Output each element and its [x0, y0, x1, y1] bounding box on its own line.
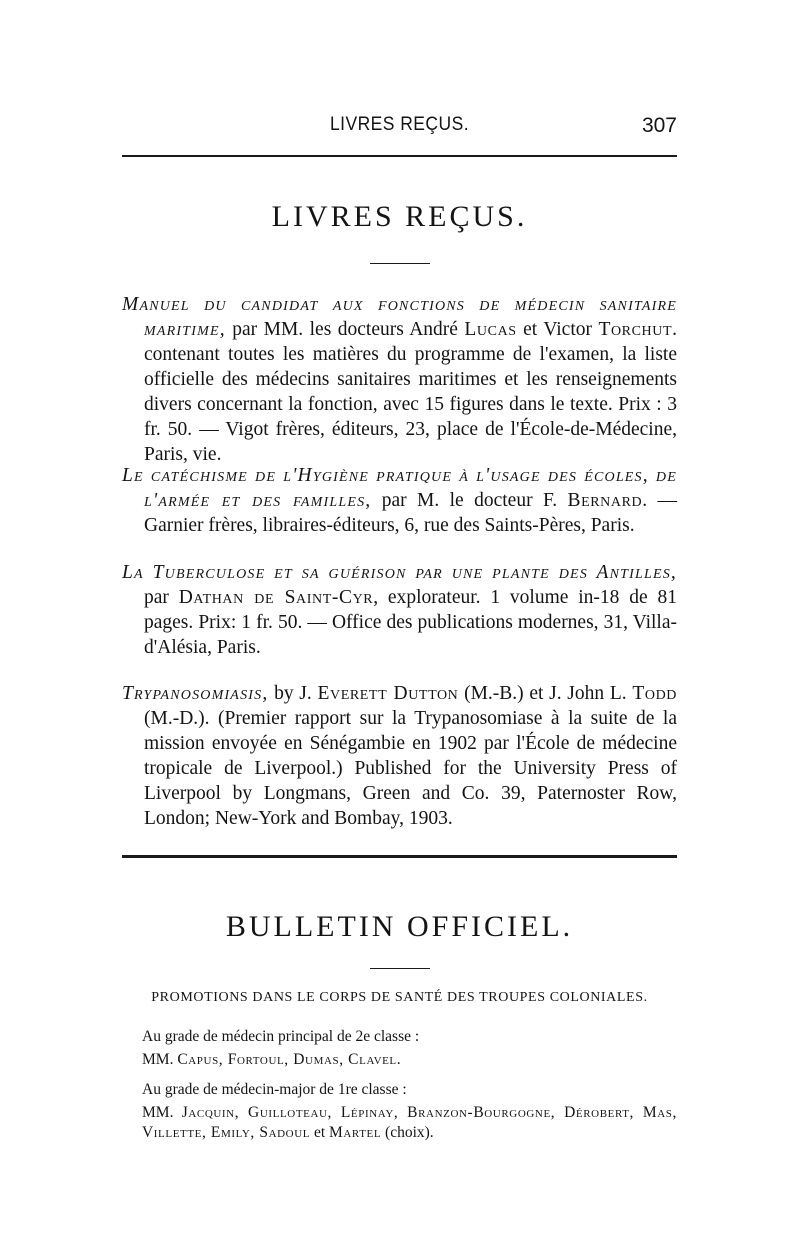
entry-text: par: [144, 587, 179, 608]
names-suffix: (choix).: [381, 1124, 434, 1141]
entry-author: Dathan de Saint-Cyr: [178, 587, 374, 608]
running-head: [122, 114, 677, 144]
entry-text: par MM. les docteurs André: [225, 319, 465, 340]
names-last: Martel: [329, 1124, 382, 1141]
entry-text: . — Garnier frères, libraires-éditeurs, 6, rue des Saints-Pères, Paris.: [144, 490, 678, 536]
promotion-names-1: [142, 1050, 677, 1070]
names-prefix: MM.: [142, 1104, 182, 1121]
entry-author: Lucas: [464, 319, 517, 340]
bulletin-title: BULLETIN OFFICIEL.: [225, 910, 574, 943]
names-prefix: MM.: [142, 1051, 178, 1068]
entry-text: et Victor: [516, 319, 599, 340]
section-divider-rule: [122, 855, 677, 858]
entry-author: Everett Dutton: [317, 683, 459, 704]
entry-text: by J.: [268, 683, 318, 704]
bulletin-subhead: PROMOTIONS DANS LE CORPS DE SANTÉ DES TROUPES COLONIALES.: [151, 990, 648, 1005]
names-list: Capus, Fortoul, Dumas, Clavel.: [177, 1051, 402, 1068]
book-entry-2: [122, 463, 677, 538]
page-number: 307: [641, 114, 677, 137]
entry-text: , explorateur. 1 volume in-18 de 81 pages. Prix: 1 fr. 50. — Office des publications modernes, 31, Villa-d'Alésia, Paris.: [144, 587, 677, 658]
entry-title: La Tuberculose et sa guérison par une plante des Antilles,: [122, 562, 677, 583]
entry-author: Bernard: [567, 490, 643, 511]
entry-title: Manuel du candidat aux fonctions de médecin sanitaire maritime,: [122, 294, 677, 340]
book-entry-1: [122, 292, 677, 467]
entry-text: . contenant toutes les matières du programme de l'examen, la liste officielle des médecins sanitaires maritimes et les renseignements divers concernant la fonction, avec 15 figures dans le texte. Prix : 3 fr. 50. — Vigot frères, éditeurs, 23, place de l'École-de-Médecine, Paris, vie.: [144, 319, 677, 465]
title-short-rule: [370, 263, 430, 264]
entry-title: Trypanosomiasis,: [122, 683, 269, 704]
promotion-grade-2: Au grade de médecin-major de 1re classe :: [142, 1081, 407, 1098]
names-joiner: et: [310, 1124, 329, 1141]
entry-text: par M. le docteur F.: [371, 490, 568, 511]
entry-text: (M.-D.). (Premier rapport sur la Trypanosomiase à la suite de la mission envoyée en Sénégambie en 1902 par l'École de médecine tropicale de Liverpool.) Published for the University Press of Liverpool by Longmans, Green and Co. 39, Paternoster Row, London; New-York and Bombay, 1903.: [144, 708, 677, 829]
header-rule: [122, 155, 677, 157]
book-entry-4: [122, 681, 677, 831]
promotion-names-2: [142, 1103, 677, 1143]
entry-text: (M.-B.) et J. John L.: [458, 683, 633, 704]
names-list: Jacquin, Guilloteau, Lépinay, Branzon-Bourgogne, Dérobert, Mas, Villette, Emily, Sadoul: [142, 1104, 677, 1141]
bulletin-short-rule: [370, 968, 430, 969]
entry-author: Torchut: [598, 319, 673, 340]
entry-title: Le catéchisme de l'Hygiène pratique à l'usage des écoles, de l'armée et des familles,: [122, 465, 677, 511]
book-entry-3: [122, 560, 677, 660]
entry-author: Todd: [632, 683, 677, 704]
running-head-title: LIVRES REÇUS.: [329, 114, 470, 135]
section-title: LIVRES REÇUS.: [271, 200, 528, 233]
promotion-grade-1: Au grade de médecin principal de 2e classe :: [142, 1028, 420, 1045]
